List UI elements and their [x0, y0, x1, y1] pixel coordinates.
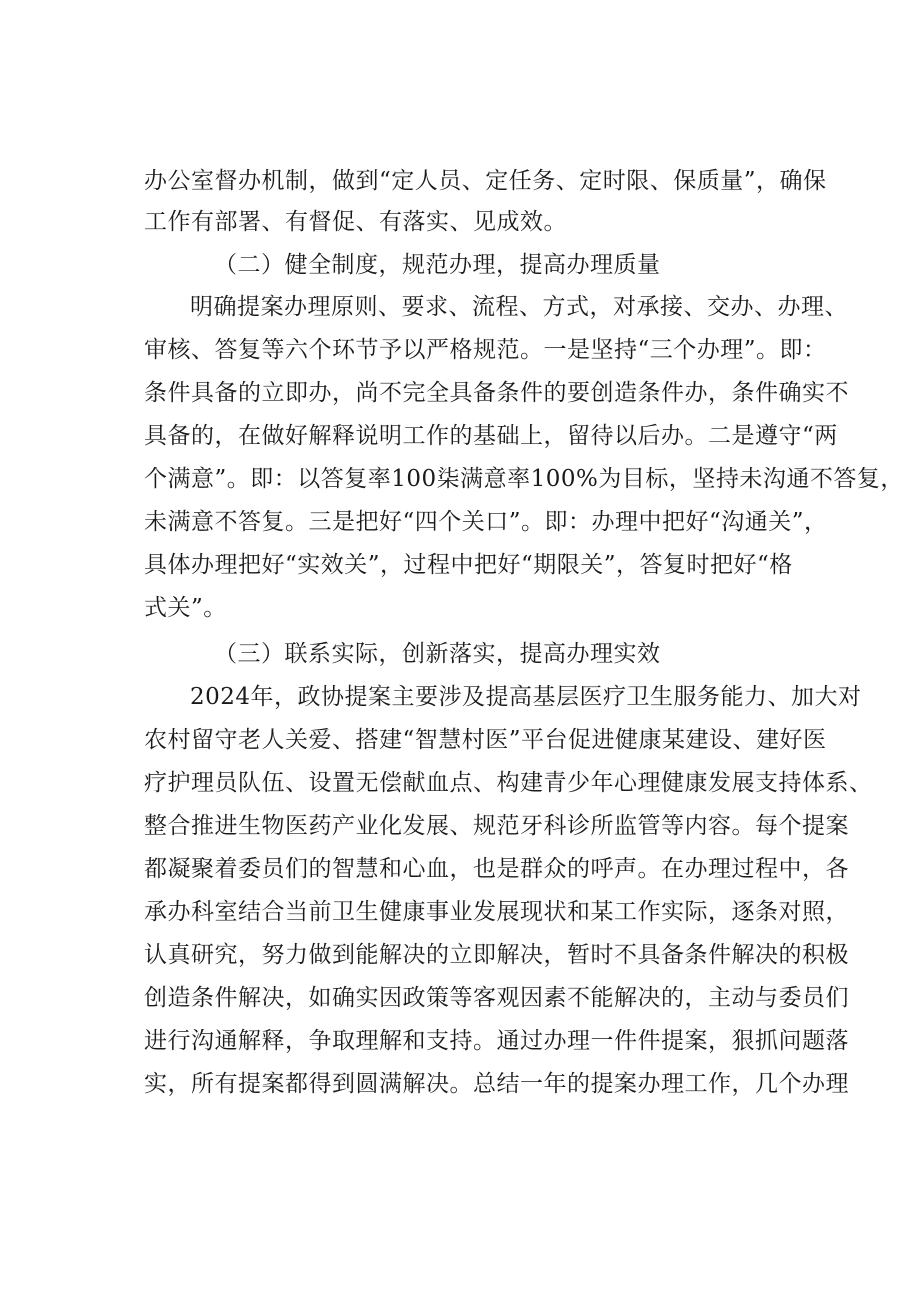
body-text-line: 创造条件解决，如确实因政策等客观因素不能解决的，主动与委员们: [144, 985, 849, 1011]
body-text-line: 整合推进生物医药产业化发展、规范牙科诊所监管等内容。每个提案: [144, 813, 849, 839]
body-text-line: 认真研究，努力做到能解决的立即解决，暂时不具备条件解决的积极: [144, 942, 849, 968]
section-heading-2: （二）健全制度，规范办理，提高办理质量: [214, 252, 661, 278]
section-heading-3: （三）联系实际，创新落实，提高办理实效: [214, 641, 661, 667]
body-text-line: 审核、答复等六个环节予以严格规范。一是坚持“三个办理”。即：: [144, 337, 827, 363]
body-text-line: 农村留守老人关爱、搭建“智慧村医”平台促进健康某建设、建好医: [144, 727, 827, 753]
body-text-line: 工作有部署、有督促、有落实、见成效。: [144, 209, 567, 235]
body-text-line: 具备的，在做好解释说明工作的基础上，留待以后办。二是遵守“两: [144, 423, 838, 449]
body-text-line: 式关”。: [144, 595, 227, 621]
body-text-line: 2024年，政协提案主要涉及提高基层医疗卫生服务能力、加大对: [190, 684, 862, 710]
body-text-line: 未满意不答复。三是把好“四个关口”。即：办理中把好“沟通关”，: [144, 509, 828, 535]
body-text-line: 承办科室结合当前卫生健康事业发展现状和某工作实际，逐条对照，: [144, 899, 849, 925]
body-text-line: 都凝聚着委员们的智慧和心血，也是群众的呼声。在办理过程中，各: [144, 856, 849, 882]
body-text-line: 明确提案办理原则、要求、流程、方式，对承接、交办、办理、: [190, 294, 848, 320]
body-text-line: 条件具备的立即办，尚不完全具备条件的要创造条件办，条件确实不: [144, 380, 849, 406]
body-text-line: 疗护理员队伍、设置无偿献血点、构建青少年心理健康发展支持体系、: [144, 770, 873, 796]
body-text-line: 进行沟通解释，争取理解和支持。通过办理一件件提案，狠抓问题落: [144, 1028, 849, 1054]
body-text-line: 具体办理把好“实效关”，过程中把好“期限关”，答复时把好“格: [144, 552, 793, 578]
body-text-line: 个满意”。即：以答复率100柒满意率100%为目标，坚持未沟通不答复，: [144, 466, 904, 492]
body-text-line: 实，所有提案都得到圆满解决。总结一年的提案办理工作，几个办理: [144, 1071, 849, 1097]
body-text-line: 办公室督办机制，做到“定人员、定任务、定时限、保质量”，确保: [144, 168, 827, 194]
